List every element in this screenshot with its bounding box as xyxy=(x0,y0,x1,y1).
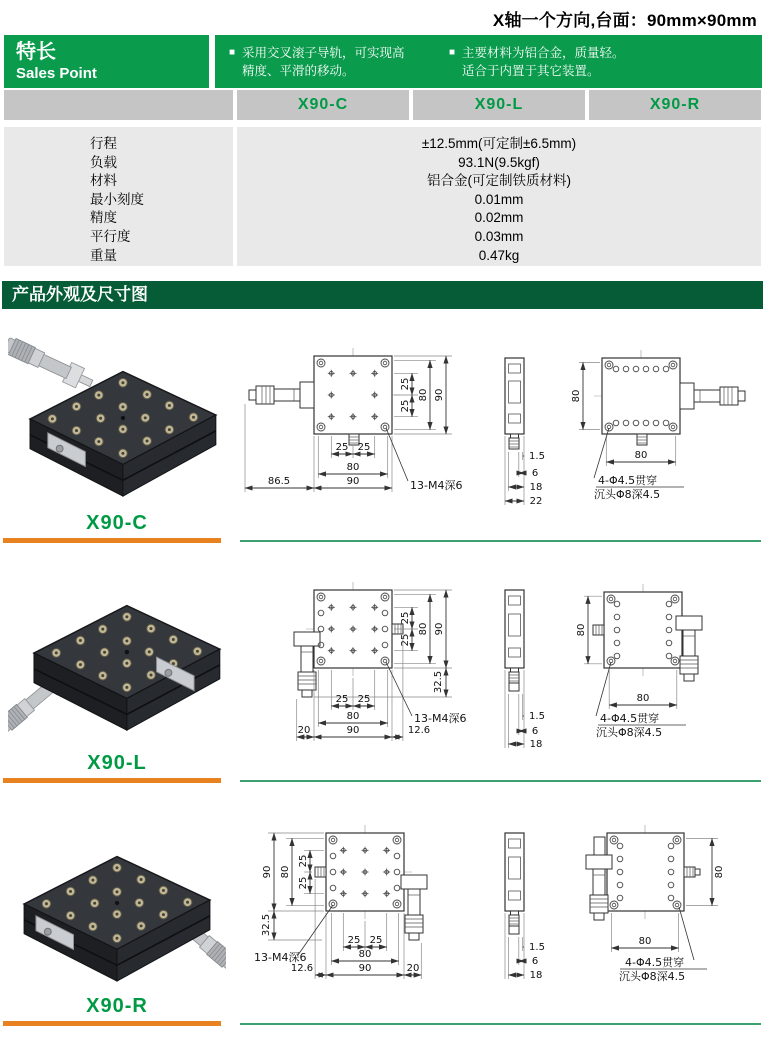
sales-point-title-en: Sales Point xyxy=(16,65,97,82)
spec-row-value: ±12.5mm(可定制±6.5mm) xyxy=(421,136,577,151)
product-photo-x90c xyxy=(8,334,226,506)
orange-divider xyxy=(3,778,221,783)
hole-note-line1: 4-Φ4.5贯穿 xyxy=(625,956,685,969)
orange-divider xyxy=(3,538,221,543)
spec-row-label: 平行度 xyxy=(90,228,131,244)
hole-note-line2: 沉头Φ8深4.5 xyxy=(619,970,686,983)
sales-point-bullet-1 xyxy=(229,44,449,88)
dim-label: 80 xyxy=(714,865,725,879)
plan-view xyxy=(245,348,462,492)
spec-table-body xyxy=(4,127,761,266)
dim-label: 18 xyxy=(529,970,543,981)
plan-view xyxy=(294,582,466,741)
dim-label: 90 xyxy=(434,622,445,636)
dim-label: 6 xyxy=(531,956,539,967)
dim-label: 25 xyxy=(369,935,383,946)
dimension-drawing-x90l xyxy=(242,566,762,756)
dim-label: 25 xyxy=(298,876,309,890)
product-row-x90l xyxy=(0,560,765,796)
bullet-square-icon: ■ xyxy=(449,47,456,58)
dim-label: 20 xyxy=(406,963,420,974)
sales-point-bullet-2 xyxy=(449,44,625,88)
green-divider xyxy=(240,540,761,542)
dim-label: 25 xyxy=(347,935,361,946)
spec-row-value: 93.1N(9.5kgf) xyxy=(458,154,540,170)
bullet-2-text: 主要材料为铝合金，质量轻。 适合于内置于其它装置。 xyxy=(462,46,625,79)
dim-label: 32.5 xyxy=(261,913,272,937)
dim-label: 25 xyxy=(400,611,411,625)
dim-label: 80 xyxy=(346,462,360,473)
dim-label: 12.6 xyxy=(407,725,431,736)
bullet-square-icon: ■ xyxy=(229,47,236,58)
spec-header-x90c: X90-C xyxy=(237,90,409,120)
orange-divider xyxy=(3,1021,221,1026)
spec-row-label: 最小刻度 xyxy=(90,191,144,207)
dim-label: 80 xyxy=(358,949,372,960)
spec-row-label: 行程 xyxy=(90,136,117,151)
spec-row-value: 0.03mm xyxy=(474,228,524,244)
spec-row-labels xyxy=(4,127,233,266)
spec-row-value: 0.47kg xyxy=(478,247,520,263)
dim-label: 90 xyxy=(358,963,372,974)
section-title: 产品外观及尺寸图 xyxy=(12,285,148,304)
dim-label: 80 xyxy=(280,865,291,879)
hole-note: 13-M4深6 xyxy=(410,479,463,492)
dim-label: 86.5 xyxy=(267,476,291,487)
spec-row-label: 精度 xyxy=(90,210,117,226)
sales-point-banner xyxy=(4,35,762,88)
plan-view xyxy=(254,825,427,979)
rear-view xyxy=(576,584,702,739)
side-view xyxy=(505,590,545,750)
product-photo-x90r xyxy=(8,817,226,989)
dim-label: 90 xyxy=(434,388,445,402)
green-divider xyxy=(240,780,761,782)
dim-label: 12.6 xyxy=(290,963,314,974)
sales-point-title-box xyxy=(4,35,209,88)
product-row-x90r xyxy=(0,803,765,1037)
model-label-x90c: X90-C xyxy=(86,512,148,534)
dim-label: 32.5 xyxy=(433,670,444,694)
dim-label: 22 xyxy=(529,496,543,507)
dim-label: 25 xyxy=(357,694,371,705)
dim-label: 80 xyxy=(571,389,582,403)
spec-header-empty-cell xyxy=(4,90,233,120)
dim-label: 80 xyxy=(638,936,652,947)
green-divider xyxy=(240,1023,761,1025)
rear-view xyxy=(586,825,725,983)
dim-label: 1.5 xyxy=(529,711,545,722)
spec-row-value: 0.02mm xyxy=(474,210,524,226)
hole-note-line2: 沉头Φ8深4.5 xyxy=(596,726,663,739)
dim-label: 90 xyxy=(346,476,360,487)
dim-label: 80 xyxy=(346,711,360,722)
model-label-x90l: X90-L xyxy=(87,752,147,774)
spec-table-header xyxy=(4,90,761,120)
sales-point-content xyxy=(215,35,762,88)
spec-row-value: 0.01mm xyxy=(474,191,524,207)
dim-label: 25 xyxy=(400,377,411,391)
dim-label: 18 xyxy=(529,739,543,750)
dim-label: 80 xyxy=(634,450,648,461)
dimension-drawing-x90c xyxy=(242,326,762,516)
spec-header-x90r: X90-R xyxy=(589,90,761,120)
dim-label: 25 xyxy=(298,854,309,868)
dim-label: 1.5 xyxy=(529,451,545,462)
sales-point-title-cn: 特长 xyxy=(16,41,56,63)
dimension-drawing-x90r xyxy=(242,809,762,999)
dim-label: 20 xyxy=(297,725,311,736)
product-row-x90c xyxy=(0,320,765,556)
dim-label: 80 xyxy=(418,388,429,402)
hole-note: 13-M4深6 xyxy=(254,951,307,964)
dim-label: 25 xyxy=(400,633,411,647)
spec-row-value: 铝合金(可定制铁质材料) xyxy=(427,173,571,189)
spec-row-label: 重量 xyxy=(90,247,117,263)
dim-label: 25 xyxy=(335,694,349,705)
rear-view xyxy=(571,350,745,501)
spec-header-x90l: X90-L xyxy=(413,90,585,120)
dim-label: 6 xyxy=(531,726,539,737)
dim-label: 80 xyxy=(576,623,587,637)
dim-label: 90 xyxy=(346,725,360,736)
spec-row-label: 材料 xyxy=(90,173,117,189)
model-label-x90r: X90-R xyxy=(86,995,148,1017)
dim-label: 90 xyxy=(262,865,273,879)
dim-label: 1.5 xyxy=(529,942,545,953)
dim-label: 18 xyxy=(529,482,543,493)
side-view xyxy=(505,833,545,981)
product-photo-x90l xyxy=(8,574,226,746)
dim-label: 80 xyxy=(418,622,429,636)
page-title: X轴一个方向,台面：90mm×90mm xyxy=(492,11,757,30)
spec-row-values xyxy=(237,127,761,266)
hole-note-line1: 4-Φ4.5贯穿 xyxy=(598,474,658,487)
hole-note-line2: 沉头Φ8深4.5 xyxy=(594,488,661,501)
hole-note: 13-M4深6 xyxy=(414,712,467,725)
dim-label: 6 xyxy=(531,468,539,479)
section-title-bar xyxy=(2,281,763,309)
side-view xyxy=(505,358,545,507)
bullet-1-text: 采用交叉滚子导轨，可实现高 精度、平滑的移动。 xyxy=(242,46,405,79)
spec-row-label: 负载 xyxy=(90,154,117,170)
dim-label: 80 xyxy=(636,693,650,704)
hole-note-line1: 4-Φ4.5贯穿 xyxy=(600,712,660,725)
dim-label: 25 xyxy=(357,442,371,453)
dim-label: 25 xyxy=(335,442,349,453)
dim-label: 25 xyxy=(400,399,411,413)
spec-table xyxy=(4,90,761,266)
